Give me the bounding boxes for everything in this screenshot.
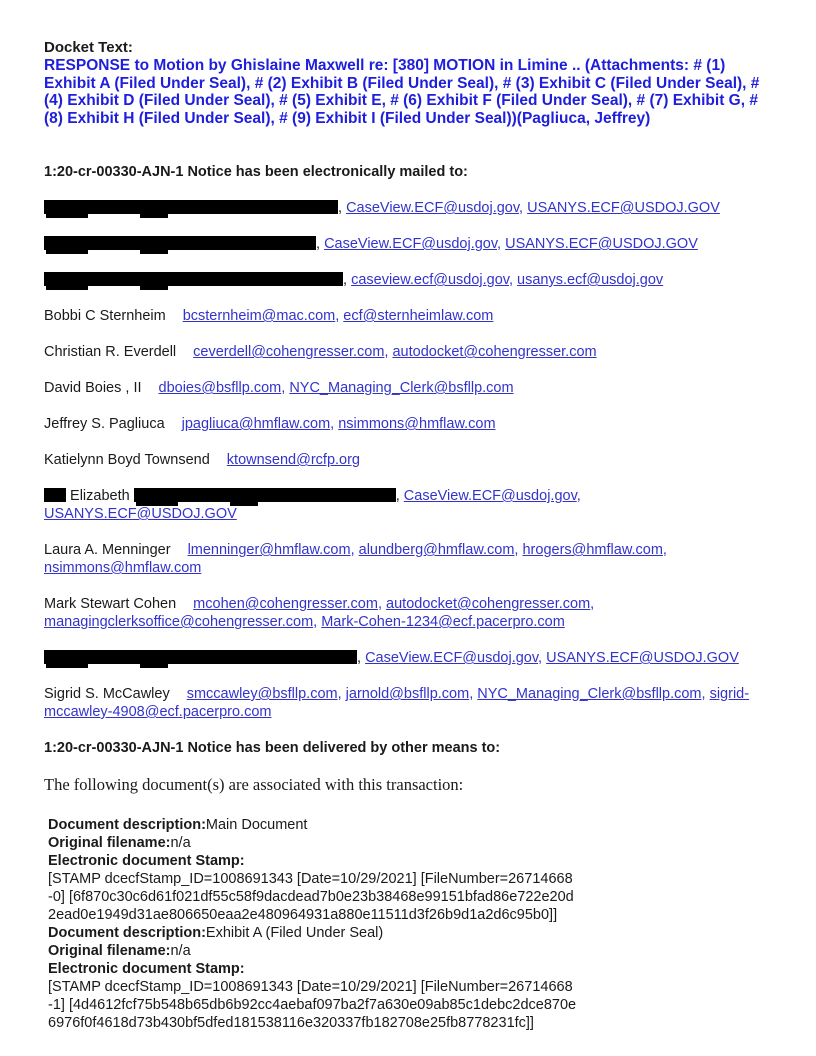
original-filename-label: Original filename: [48,943,171,959]
stamp-hash-line: [STAMP dcecfStamp_ID=1008691343 [Date=10/29/2021] [FileNumber=26714668 [48,871,573,887]
stamp-hash-line: -0] [6f870c30c6d61f021df55c58f9dacdead7b0e23b38468e99151bfad86e722e20d [48,889,574,905]
recipient-name: Laura A. Menninger [44,542,171,558]
email-link[interactable]: CaseView.ECF@usdoj.gov [346,200,520,216]
email-link[interactable]: lmenninger@hmflaw.com [187,542,351,558]
recipient-name: Katielynn Boyd Townsend [44,452,210,468]
separator-text: , [497,236,506,252]
email-link[interactable]: Mark-Cohen-1234@ecf.pacerpro.com [321,614,565,630]
email-link[interactable]: CaseView.ECF@usdoj.gov [324,236,498,252]
recipient-row [44,487,772,523]
recipient-row [44,379,772,397]
email-link[interactable]: ecf@sternheimlaw.com [343,308,494,324]
email-link[interactable]: autodocket@cohengresser.com [386,596,591,612]
separator-text: , [330,416,339,432]
redaction-fragment [230,502,258,506]
email-link[interactable]: USANYS.ECF@USDOJ.GOV [505,236,698,252]
email-link[interactable]: caseview.ecf@usdoj.gov [351,272,509,288]
other-means-header: 1:20-cr-00330-AJN-1 Notice has been delivered by other means to: [44,740,501,756]
recipient-row [44,541,772,577]
separator-text: , [377,596,387,612]
redaction-bar [44,488,66,502]
redaction-fragment [140,214,168,218]
email-link[interactable]: sigrid-mccawley-4908@ecf.pacerpro.com [44,686,750,720]
stamp-hash-line: 2ead0e1949d31ae806650eaa2e480964931a880e11511d3f26b9d1a2d6c95b0]] [48,907,558,923]
stamp-labeled-line [48,816,772,834]
stamp-hash-line: [STAMP dcecfStamp_ID=1008691343 [Date=10/29/2021] [FileNumber=26714668 [48,979,573,995]
separator-text: , [335,308,344,324]
redaction-bar [44,200,338,214]
email-link[interactable]: jarnold@bsfllp.com [345,686,470,702]
email-link[interactable]: dboies@bsfllp.com [158,380,282,396]
document-description-label: Document description: [48,817,206,833]
plain-text: Elizabeth [66,488,134,504]
plain-text: , [343,272,352,288]
recipient-row [44,451,772,469]
redaction-fragment [46,250,88,254]
recipient-row [44,307,772,325]
email-link[interactable]: nsimmons@hmflaw.com [338,416,496,432]
original-filename-value: n/a [170,943,191,959]
recipient-name: Jeffrey S. Pagliuca [44,416,165,432]
electronically-mailed-header: 1:20-cr-00330-AJN-1 Notice has been electronically mailed to: [44,164,468,180]
docket-text-label: Docket Text: [44,39,133,56]
stamp-hash-line: -1] [4d4612fcf75b548b65db6b92cc4aebaf097ba2f7a630e09ab85c1debc2dce870e [48,997,577,1013]
email-link[interactable]: USANYS.ECF@USDOJ.GOV [527,200,720,216]
email-link[interactable]: CaseView.ECF@usdoj.gov [365,650,539,666]
recipient-row [44,271,772,289]
redaction-fragment [46,664,88,668]
email-link[interactable]: bcsternheim@mac.com [182,308,336,324]
recipient-row [44,343,772,361]
separator-text: , [337,686,346,702]
separator-text: , [281,380,290,396]
separator-text: , [519,200,528,216]
separator-text: , [662,542,667,558]
recipient-name: Bobbi C Sternheim [44,308,166,324]
separator-text: , [384,344,393,360]
original-filename-value: n/a [170,835,191,851]
redaction-bar [44,236,316,250]
email-link[interactable]: USANYS.ECF@USDOJ.GOV [546,650,739,666]
email-link[interactable]: managingclerksoffice@cohengresser.com [44,614,314,630]
separator-text: , [538,650,547,666]
recipient-name: David Boies , II [44,380,142,396]
recipient-row [44,649,772,667]
electronic-stamp-label: Electronic document Stamp: [48,853,245,869]
recipient-row [44,595,772,631]
separator-text: , [590,596,595,612]
separator-text: , [701,686,710,702]
stamp-labeled-line [48,852,772,870]
redaction-bar [44,272,343,286]
email-link[interactable]: jpagliuca@hmflaw.com [181,416,331,432]
docket-text-body: RESPONSE to Motion by Ghislaine Maxwell re: [380] MOTION in Limine .. (Attachments: # (1) Exhibit A (Filed Under Seal), # (2) Exhibit B (Filed Under Seal), # (3) Exhibit C (Filed Under Seal), # (4) Exhibit D (Filed Under Seal), # (5) Exhibit E, # (6) Exhibit F (Filed Under Seal), # (7) Exhibit G, # (8) Exhibit H (Filed Under Seal), # (9) Exhibit I (Filed Under Seal))(Pagliuca, Jeffrey) [44,57,760,127]
separator-text: , [469,686,478,702]
redaction-fragment [140,286,168,290]
redaction-fragment [46,286,88,290]
separator-text: , [350,542,359,558]
document-description-value: Main Document [205,817,308,833]
recipient-row [44,199,772,217]
recipient-row [44,415,772,433]
transaction-association-line: The following document(s) are associated with this transaction: [44,775,464,794]
separator-text: , [313,614,322,630]
electronic-stamp-label: Electronic document Stamp: [48,961,245,977]
stamp-labeled-line [48,924,772,942]
stamp-labeled-line [48,942,772,960]
separator-text: , [508,272,518,288]
email-link[interactable]: usanys.ecf@usdoj.gov [517,272,664,288]
redaction-fragment [136,502,178,506]
stamp-labeled-line [48,960,772,978]
redaction-bar [134,488,396,502]
recipient-row [44,235,772,253]
plain-text: , [316,236,325,252]
electronic-recipient-list [44,199,772,721]
email-link[interactable]: alundberg@hmflaw.com [358,542,515,558]
recipient-name: Mark Stewart Cohen [44,596,177,612]
email-link[interactable]: smccawley@bsfllp.com [186,686,338,702]
stamp-hash-line: 6976f0f4618d73b430bf5dfed181538116e320337fb182708e25fb8778231fc]] [48,1015,534,1031]
email-link[interactable]: ktownsend@rcfp.org [226,452,360,468]
recipient-name: Sigrid S. McCawley [44,686,170,702]
separator-text: , [514,542,523,558]
redaction-fragment [140,664,168,668]
recipient-row [44,685,772,721]
email-link[interactable]: autodocket@cohengresser.com [392,344,597,360]
email-link[interactable]: mcohen@cohengresser.com [193,596,378,612]
email-link[interactable]: hrogers@hmflaw.com [522,542,663,558]
plain-text: , [395,488,404,504]
email-link[interactable]: CaseView.ECF@usdoj.gov [403,488,577,504]
email-link[interactable]: nsimmons@hmflaw.com [44,560,202,576]
document-description-value: Exhibit A (Filed Under Seal) [205,925,384,941]
email-link[interactable]: USANYS.ECF@USDOJ.GOV [44,506,237,522]
email-link[interactable]: NYC_Managing_Clerk@bsfllp.com [289,380,514,396]
email-link[interactable]: ceverdell@cohengresser.com [193,344,385,360]
plain-text: , [357,650,366,666]
recipient-name: Christian R. Everdell [44,344,177,360]
plain-text: , [338,200,347,216]
redaction-fragment [140,250,168,254]
redaction-bar [44,650,357,664]
stamp-labeled-line [48,834,772,852]
redaction-fragment [46,214,88,218]
document-stamp-block [44,816,772,1032]
original-filename-label: Original filename: [48,835,171,851]
separator-text: , [576,488,581,504]
email-link[interactable]: NYC_Managing_Clerk@bsfllp.com [477,686,702,702]
document-description-label: Document description: [48,925,206,941]
